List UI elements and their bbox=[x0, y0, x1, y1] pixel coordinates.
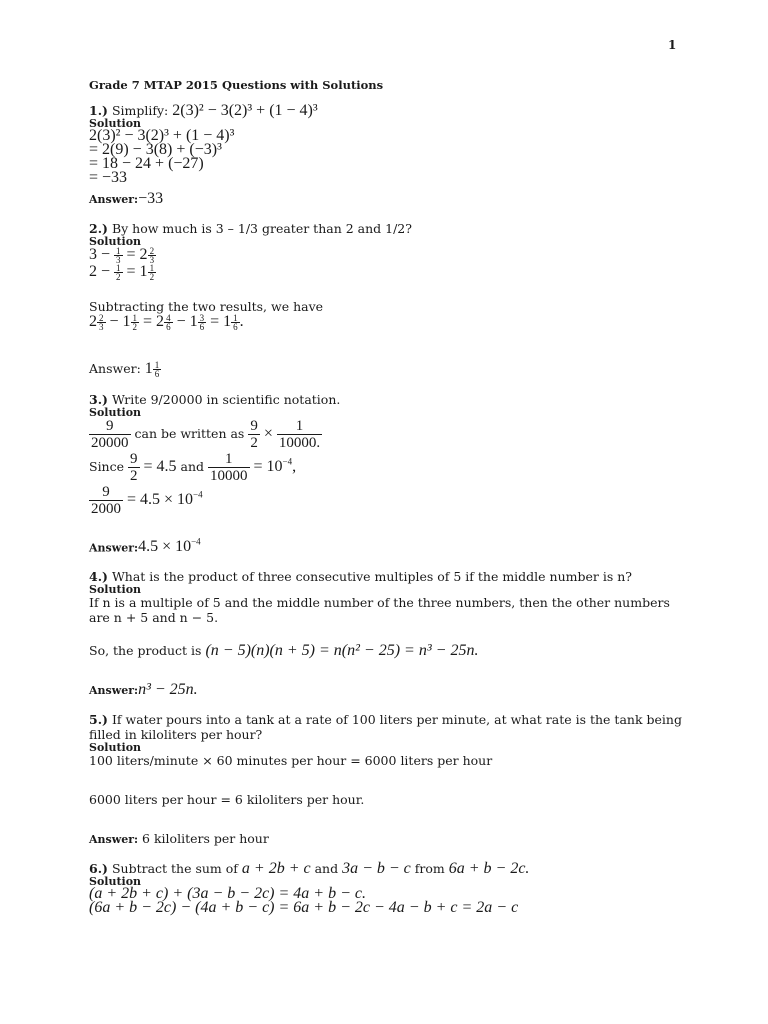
page-number: 1 bbox=[668, 38, 677, 52]
question-number: 5.) bbox=[89, 712, 108, 728]
solution-line: 100 liters/minute × 60 minutes per hour = 6000 liters per hour bbox=[89, 753, 493, 769]
solution-label: Solution bbox=[89, 235, 142, 248]
since-text: Since bbox=[89, 459, 125, 474]
answer-whole: 1 bbox=[144, 360, 153, 378]
question-text: and bbox=[314, 861, 339, 877]
can-be-written-text: can be written as bbox=[134, 426, 245, 441]
and-text: and bbox=[180, 459, 205, 474]
question-6 bbox=[89, 861, 689, 915]
solution-step: $\frac{9}{20000}$ can be written as $\frac{9}{2}$ × $\frac{1}{10000.}$ bbox=[91, 418, 321, 451]
answer-value: −33 bbox=[138, 190, 164, 207]
answer-value: 4.5 × 10 bbox=[138, 538, 192, 556]
solution-line: are n + 5 and n − 5. bbox=[89, 610, 219, 626]
question-number: 4.) bbox=[89, 569, 108, 585]
document-body bbox=[89, 78, 689, 915]
answer-label: Answer: bbox=[89, 361, 141, 377]
solution-line: 6000 liters per hour = 6 kiloliters per hour. bbox=[89, 792, 365, 808]
document-title: Grade 7 MTAP 2015 Questions with Solutions bbox=[89, 78, 384, 92]
math-expression: 6a + b − 2c. bbox=[448, 860, 530, 878]
exponent: −4 bbox=[193, 489, 203, 500]
solution-step: (a + 2b + c) + (3a − b − 2c) = 4a + b − c. bbox=[89, 885, 366, 903]
solution-step: = 18 − 24 + (−27) bbox=[89, 155, 204, 172]
answer-label: Answer: bbox=[89, 833, 139, 847]
math-expression: 3a − b − c bbox=[342, 860, 411, 878]
question-number: 1.) bbox=[89, 103, 108, 118]
solution-step: (6a + b − 2c) − (4a + b − c) = 6a + b − 2c − 4a − b + c = 2a − c bbox=[89, 899, 519, 917]
question-number: 2.) bbox=[89, 221, 108, 236]
solution-step: $\frac{9}{2000}$ = $4.5 \times 10^{-4}$ bbox=[91, 484, 203, 517]
math-expression: 2(3)² − 3(2)³ + (1 − 4)³ bbox=[172, 102, 318, 119]
subtracting-text: Subtracting the two results, we have bbox=[89, 299, 324, 314]
question-number: 3.) bbox=[89, 392, 108, 407]
solution-label: Solution bbox=[89, 583, 142, 597]
answer-label: Answer: bbox=[89, 684, 139, 698]
question-text: What is the product of three consecutive multiples of 5 if the middle number is n? bbox=[111, 569, 632, 585]
solution-line: If n is a multiple of 5 and the middle number of the three numbers, then the other numbers bbox=[89, 595, 670, 611]
question-4 bbox=[89, 569, 689, 698]
product-expression: (n − 5)(n)(n + 5) = n(n² − 25) = n³ − 25n. bbox=[205, 642, 479, 660]
answer-denominator: 6 bbox=[154, 369, 160, 379]
question-text: from bbox=[414, 861, 445, 877]
exponent: −4 bbox=[191, 537, 201, 547]
question-1 bbox=[89, 103, 689, 207]
solution-step: 2(3)² − 3(2)³ + (1 − 4)³ bbox=[89, 127, 235, 144]
solution-step: Since $\frac{9}{2}$ = 4.5 and $\frac{1}{10000}$ = $10^{-4}$, bbox=[89, 451, 297, 484]
question-5 bbox=[89, 712, 689, 847]
exponent: −4 bbox=[282, 456, 293, 467]
question-text: Subtract the sum of bbox=[111, 861, 238, 877]
result-value: = 4.5 × 10 bbox=[126, 491, 194, 508]
solution-label: Solution bbox=[89, 741, 142, 755]
result-value: = 10 bbox=[253, 458, 283, 475]
question-text: Simplify: bbox=[111, 103, 169, 118]
solution-step: 2 − $\frac{1}{2}$ = 1 $\frac{1}{2}$ bbox=[89, 263, 155, 282]
question-text: If water pours into a tank at a rate of 100 liters per minute, at what rate is the tank being filled in kiloliters per hour? bbox=[89, 712, 682, 743]
math-expression: a + 2b + c bbox=[241, 860, 311, 878]
question-number: 6.) bbox=[89, 861, 108, 877]
answer-label: Answer: bbox=[89, 541, 139, 555]
product-text: So, the product is bbox=[89, 643, 202, 659]
question-2 bbox=[89, 221, 689, 378]
answer-value: n³ − 25n. bbox=[138, 681, 198, 699]
solution-label: Solution bbox=[89, 117, 142, 130]
solution-step: 2 $\frac{2}{3}$ − 1 $\frac{1}{2}$ = 2 $\frac{4}{6}$ − 1 $\frac{3}{6}$ = 1 $\frac{1}{6}$ . bbox=[89, 313, 244, 332]
answer-value: 6 kiloliters per hour bbox=[142, 831, 269, 847]
answer-label: Answer: bbox=[89, 193, 139, 206]
solution-label: Solution bbox=[89, 406, 142, 419]
solution-step: = −33 bbox=[89, 169, 128, 186]
result-value: = 4.5 bbox=[143, 458, 177, 475]
question-text: By how much is 3 – 1/3 greater than 2 and 1/2? bbox=[111, 221, 412, 236]
solution-label: Solution bbox=[89, 875, 142, 889]
question-3 bbox=[89, 392, 689, 555]
solution-step: = 2(9) − 3(8) + (−3)³ bbox=[89, 141, 222, 158]
answer-numerator: 1 bbox=[154, 360, 160, 370]
solution-step: 3 − $\frac{1}{3}$ = 2 $\frac{2}{3}$ bbox=[89, 246, 155, 265]
question-text: Write 9/20000 in scientific notation. bbox=[111, 392, 341, 407]
solution-step bbox=[89, 643, 689, 658]
